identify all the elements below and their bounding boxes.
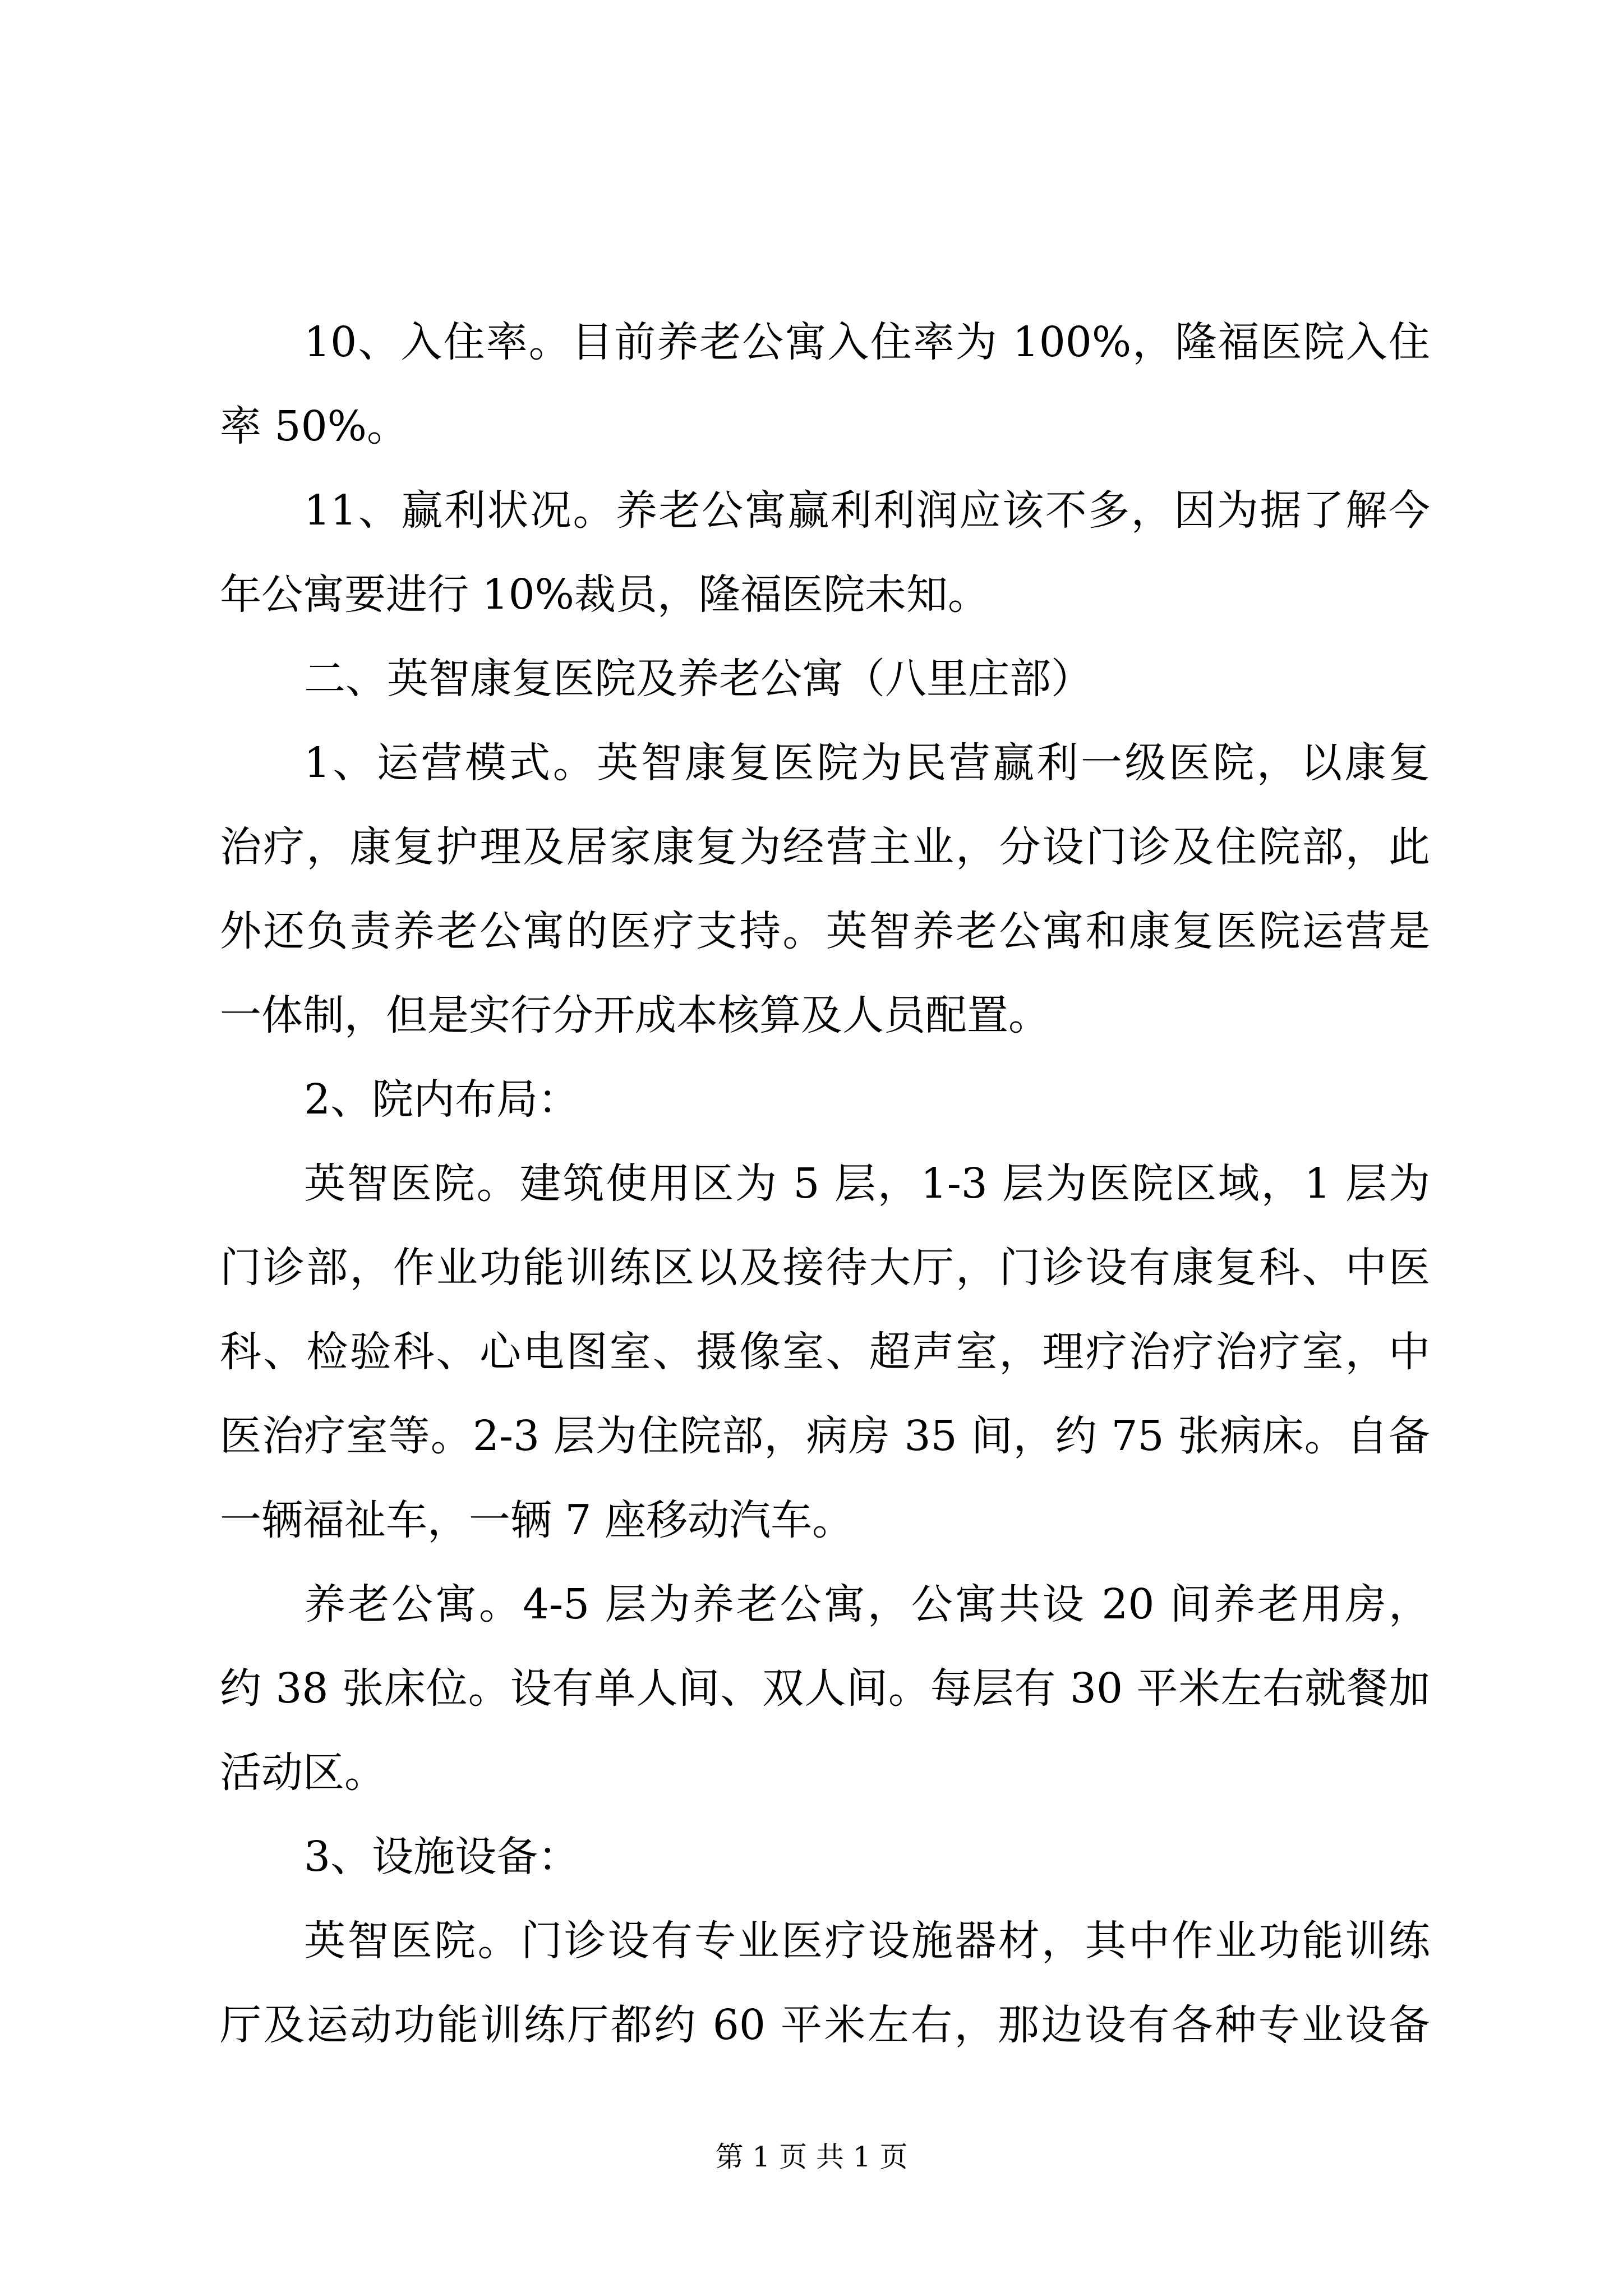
text-line: 活动区。 [220,1749,386,1797]
text-line: 约 38 张床位。设有单人间、双人间。每层有 30 平米左右就餐加 [220,1664,1430,1713]
text-line: 英智医院。门诊设有专业医疗设施器材，其中作业功能训练 [304,1917,1430,1965]
text-line: 3、设施设备： [304,1833,580,1881]
text-line: 11、赢利状况。养老公寓赢利利润应该不多，因为据了解今 [304,486,1430,535]
text-line: 二、英智康复医院及养老公寓（八里庄部） [304,655,1092,703]
text-line: 养老公寓。4-5 层为养老公寓，公寓共设 20 间养老用房， [304,1580,1430,1628]
text-line: 一体制，但是实行分开成本核算及人员配置。 [220,991,1050,1039]
paragraph [220,300,1430,468]
text-line: 1、运营模式。英智康复医院为民营赢利一级医院，以康复 [304,739,1430,787]
paragraph [220,721,1430,1057]
text-line: 率 50%。 [220,402,408,450]
document-body [220,300,1430,2067]
text-line: 2、院内布局： [304,1075,580,1124]
page-footer: 第 1 页 共 1 页 [715,2141,908,2173]
paragraph [220,1562,1430,1815]
text-line: 科、检验科、心电图室、摄像室、超声室，理疗治疗治疗室，中 [220,1328,1430,1376]
text-line: 10、入住率。目前养老公寓入住率为 100%，隆福医院入住 [304,318,1430,366]
text-line: 年公寓要进行 10%裁员，隆福医院未知。 [220,570,989,619]
paragraph [220,468,1430,637]
paragraph [220,1815,1430,1899]
paragraph [220,1899,1430,2067]
text-line: 治疗，康复护理及居家康复为经营主业，分设门诊及住院部，此 [220,823,1430,871]
text-line: 门诊部，作业功能训练区以及接待大厅，门诊设有康复科、中医 [220,1244,1430,1292]
paragraph [220,1142,1430,1562]
text-line: 医治疗室等。2-3 层为住院部，病房 35 间，约 75 张病床。自备 [220,1412,1430,1460]
text-line: 英智医院。建筑使用区为 5 层，1-3 层为医院区域，1 层为 [304,1159,1430,1208]
paragraph [220,1057,1430,1142]
text-line: 一辆福祉车，一辆 7 座移动汽车。 [220,1496,854,1544]
text-line: 外还负责养老公寓的医疗支持。英智养老公寓和康复医院运营是 [220,907,1430,955]
paragraph [220,637,1430,721]
text-line: 厅及运动功能训练厅都约 60 平米左右，那边设有各种专业设备 [220,2001,1430,2049]
